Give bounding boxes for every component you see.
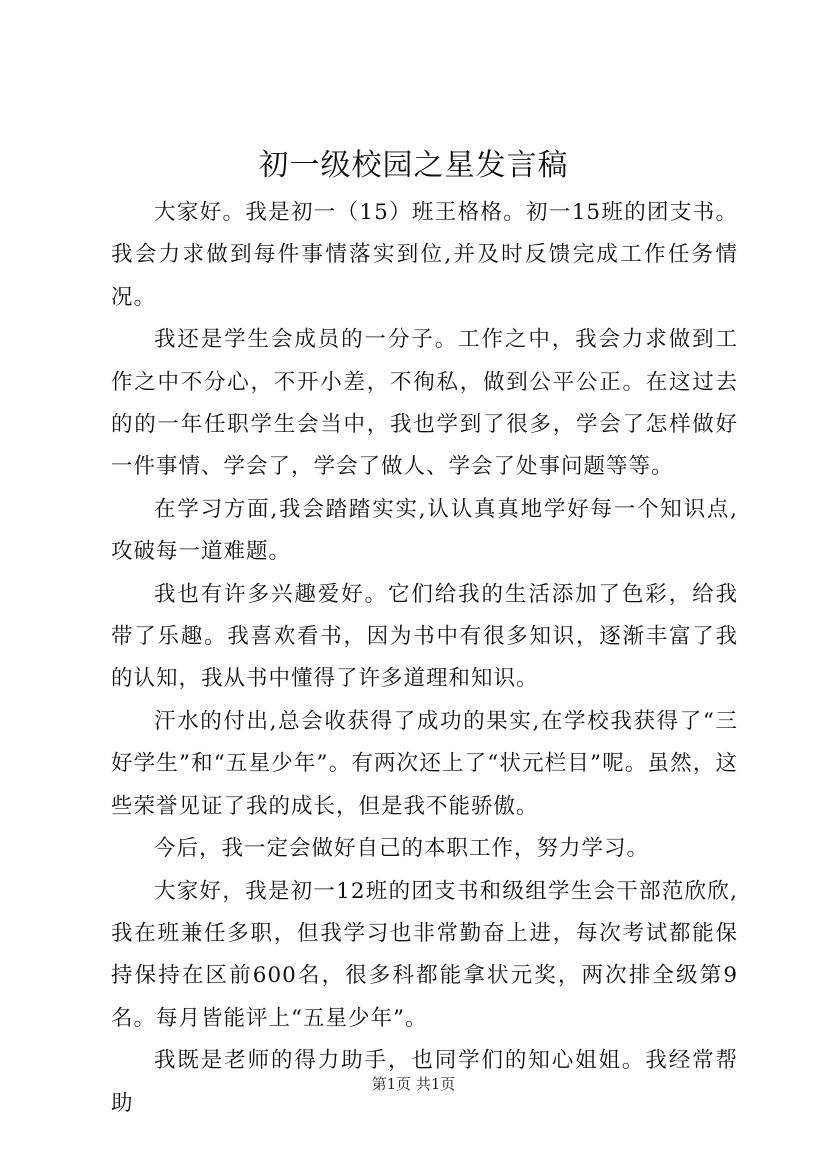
page-footer: 第1页 共1页 <box>371 1075 456 1093</box>
paragraph-4: 我也有许多兴趣爱好。它们给我的生活添加了色彩，给我带了乐趣。我喜欢看书，因为书中有很多知识，逐渐丰富了我的认知，我从书中懂得了许多道理和知识。 <box>111 581 738 692</box>
paragraph-1: 大家好。我是初一（15）班王格格。初一15班的团支书。我会力求做到每件事情落实到位,并及时反馈完成工作任务情况。 <box>111 200 738 310</box>
paragraph-6: 今后，我一定会做好自己的本职工作，努力学习。 <box>154 836 650 862</box>
paragraph-8: 我既是老师的得力助手，也同学们的知心姐姐。我经常帮助 <box>111 1048 738 1116</box>
document-title: 初一级校园之星发言稿 <box>258 148 569 183</box>
paragraph-3: 在学习方面,我会踏踏实实,认认真真地学好每一个知识点,攻破每一道难题。 <box>111 496 738 565</box>
document-body <box>111 192 738 1125</box>
paragraph-5: 汗水的付出,总会收获得了成功的果实,在学校我获得了“三好学生”和“五星少年”。有两次还上了“状元栏目”呢。虽然，这些荣誉见证了我的成长，但是我不能骄傲。 <box>111 708 738 819</box>
paragraph-2: 我还是学生会成员的一分子。工作之中，我会力求做到工作之中不分心，不开小差，不徇私，做到公平公正。在这过去的的一年任职学生会当中，我也学到了很多，学会了怎样做好一件事情、学会了，学会了做人、学会了处事问题等等。 <box>111 327 738 480</box>
paragraph-7: 大家好，我是初一12班的团支书和级组学生会干部范欣欣,我在班兼任多职，但我学习也非常勤奋上进，每次考试都能保持保持在区前600名，很多科都能拿状元奖，两次排全级第9名。每月皆能评上“五星少年”。 <box>111 878 738 1031</box>
